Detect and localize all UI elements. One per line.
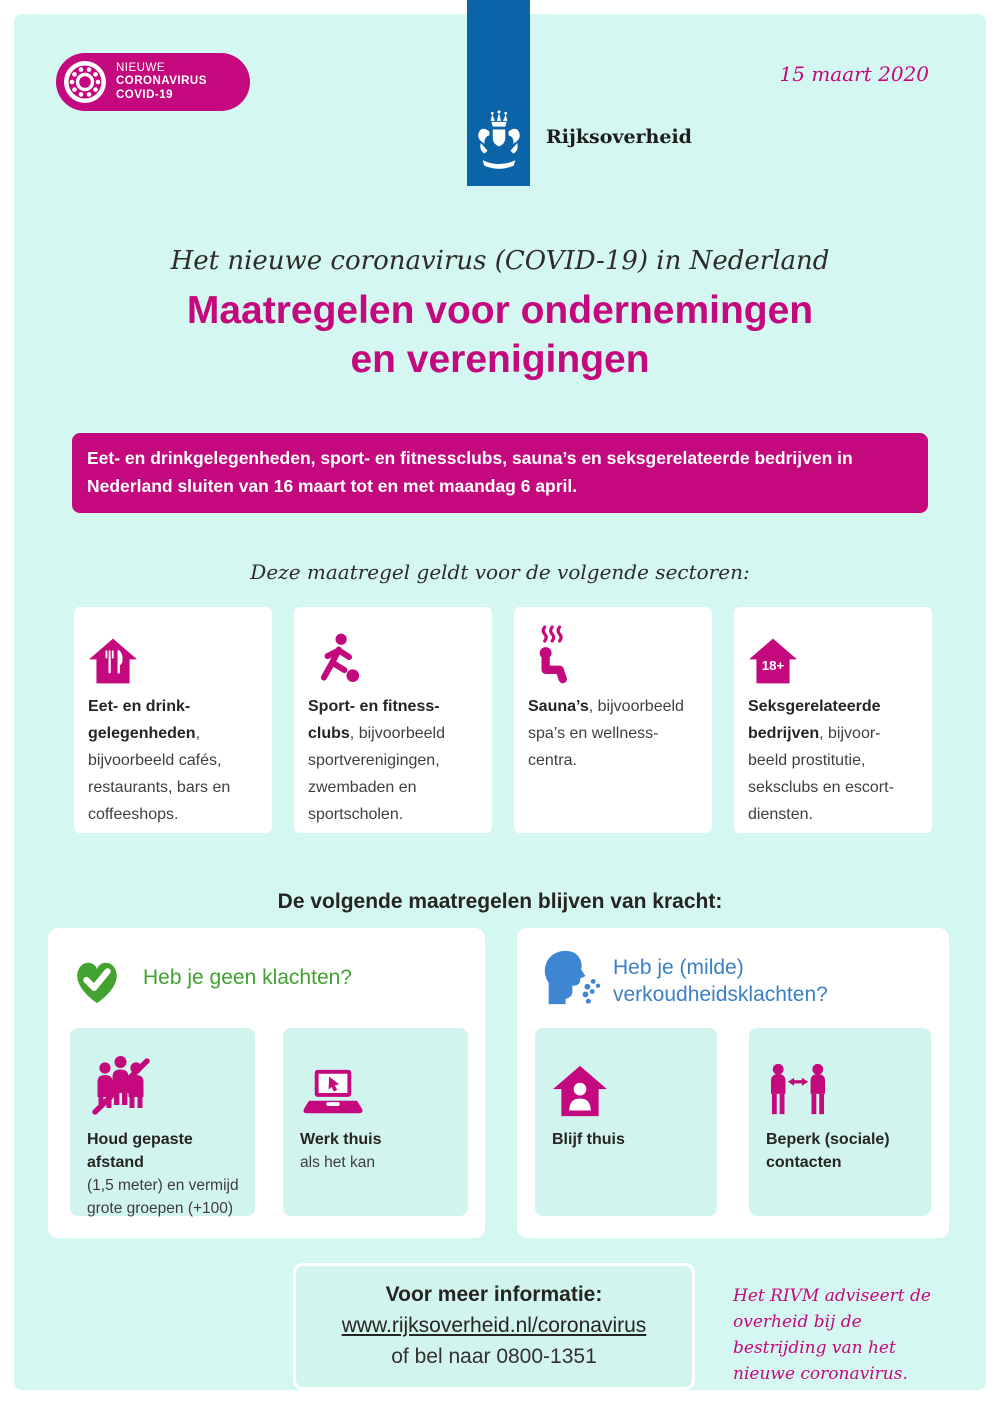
rijksoverheid-wordmark: Rijksoverheid <box>546 126 692 148</box>
sector-card-sauna <box>514 607 712 833</box>
closure-banner <box>72 433 928 513</box>
social-distance-icon <box>766 1062 830 1118</box>
info-phone: of bel naar 0800-1351 <box>391 1345 597 1368</box>
title-subtitle: Het nieuwe coronavirus (COVID-19) in Nederland <box>170 246 830 276</box>
question-mild-complaints: Heb je (milde) verkoudheidsklachten? <box>613 956 828 1006</box>
house-person-icon <box>552 1064 608 1118</box>
page-title-line-2: en verenigingen <box>350 338 650 381</box>
sector-card-text <box>528 693 698 774</box>
footballer-icon <box>308 629 364 685</box>
rivm-note: Het RIVM adviseert de overheid bij de bestrijding van het nieuwe coronavirus. <box>733 1286 931 1384</box>
sector-card-rest: , bijvoorbeeld spa’s en wellness-centra. <box>528 698 684 769</box>
sector-card-text <box>308 693 478 828</box>
sector-card-bold: Eet- en drink-gelegenheden <box>88 698 196 742</box>
info-heading: Voor meer informatie: <box>385 1283 603 1306</box>
sector-card-bold: Seksgerelateerde bedrijven <box>748 698 881 742</box>
sector-card-eat-drink <box>74 607 272 833</box>
sector-card-sex-businesses <box>734 607 932 833</box>
sector-card-rest: , bijvoorbeeld sportverenigingen, zwembaden en sportscholen. <box>308 725 445 823</box>
measure-card-distance <box>70 1028 255 1216</box>
coat-of-arms-icon <box>476 110 522 174</box>
sector-card-bold: Sport- en fitness-clubs <box>308 698 440 742</box>
no-groups-icon <box>87 1052 155 1118</box>
info-card <box>293 1263 695 1390</box>
corona-badge <box>56 53 250 111</box>
measure-card-limit-contacts <box>749 1028 931 1216</box>
measure-card-work-home <box>283 1028 468 1216</box>
sectors-heading: Deze maatregel geldt voor de volgende sectoren: <box>250 560 750 584</box>
measure-card-bold: Beperk (sociale) contacten <box>766 1131 890 1171</box>
measure-card-bold: Werk thuis <box>300 1131 382 1148</box>
sector-card-bold: Sauna’s <box>528 698 589 715</box>
house-cutlery-icon <box>88 637 138 685</box>
sector-card-rest: , bijvoorbeeld cafés, restaurants, bars en coffeeshops. <box>88 725 231 823</box>
closure-banner-text: Eet- en drinkgelegenheden, sport- en fitnessclubs, sauna’s en seksgerelateerde bedrijven in Nederland sluiten van 16 maart tot en met maandag 6 april. <box>87 448 853 496</box>
page-title-line-1: Maatregelen voor ondernemingen <box>186 289 814 332</box>
house-18plus-label: 18+ <box>761 658 785 674</box>
sector-card-sport <box>294 607 492 833</box>
panel-no-complaints <box>48 928 485 1238</box>
sauna-icon <box>528 623 580 685</box>
measure-card-text <box>87 1128 239 1220</box>
measure-card-text <box>552 1128 701 1151</box>
measure-card-text <box>766 1128 915 1174</box>
panel-mild-complaints <box>517 928 949 1238</box>
house-18plus-icon <box>748 637 798 685</box>
heart-check-icon <box>70 954 124 1008</box>
page-title <box>0 286 1000 384</box>
sneezing-head-icon <box>537 948 601 1008</box>
badge-line-2: CORONAVIRUS <box>116 75 207 88</box>
date-label: 15 maart 2020 <box>779 62 929 86</box>
sector-card-text <box>748 693 918 828</box>
virus-icon <box>63 60 107 104</box>
sector-card-rest: , bijvoor-beeld prostitutie, seksclubs en escort-diensten. <box>748 725 894 823</box>
badge-line-3: COVID-19 <box>116 88 174 101</box>
measures-heading: De volgende maatregelen blijven van kracht: <box>277 890 723 913</box>
rijksoverheid-ribbon <box>467 0 530 186</box>
info-link[interactable]: www.rijksoverheid.nl/coronavirus <box>341 1314 647 1337</box>
question-no-complaints: Heb je geen klachten? <box>143 966 352 989</box>
laptop-cursor-icon <box>300 1068 366 1118</box>
measure-card-bold: Blijf thuis <box>552 1131 625 1148</box>
measure-card-bold: Houd gepaste afstand <box>87 1131 193 1171</box>
measure-card-rest: als het kan <box>300 1154 375 1171</box>
sector-card-text <box>88 693 258 828</box>
badge-line-1: NIEUWE <box>116 61 165 74</box>
corona-badge-text <box>116 62 207 103</box>
measure-card-text <box>300 1128 452 1174</box>
measure-card-stay-home <box>535 1028 717 1216</box>
measure-card-rest: (1,5 meter) en vermijd grote groepen (+100) <box>87 1177 239 1217</box>
